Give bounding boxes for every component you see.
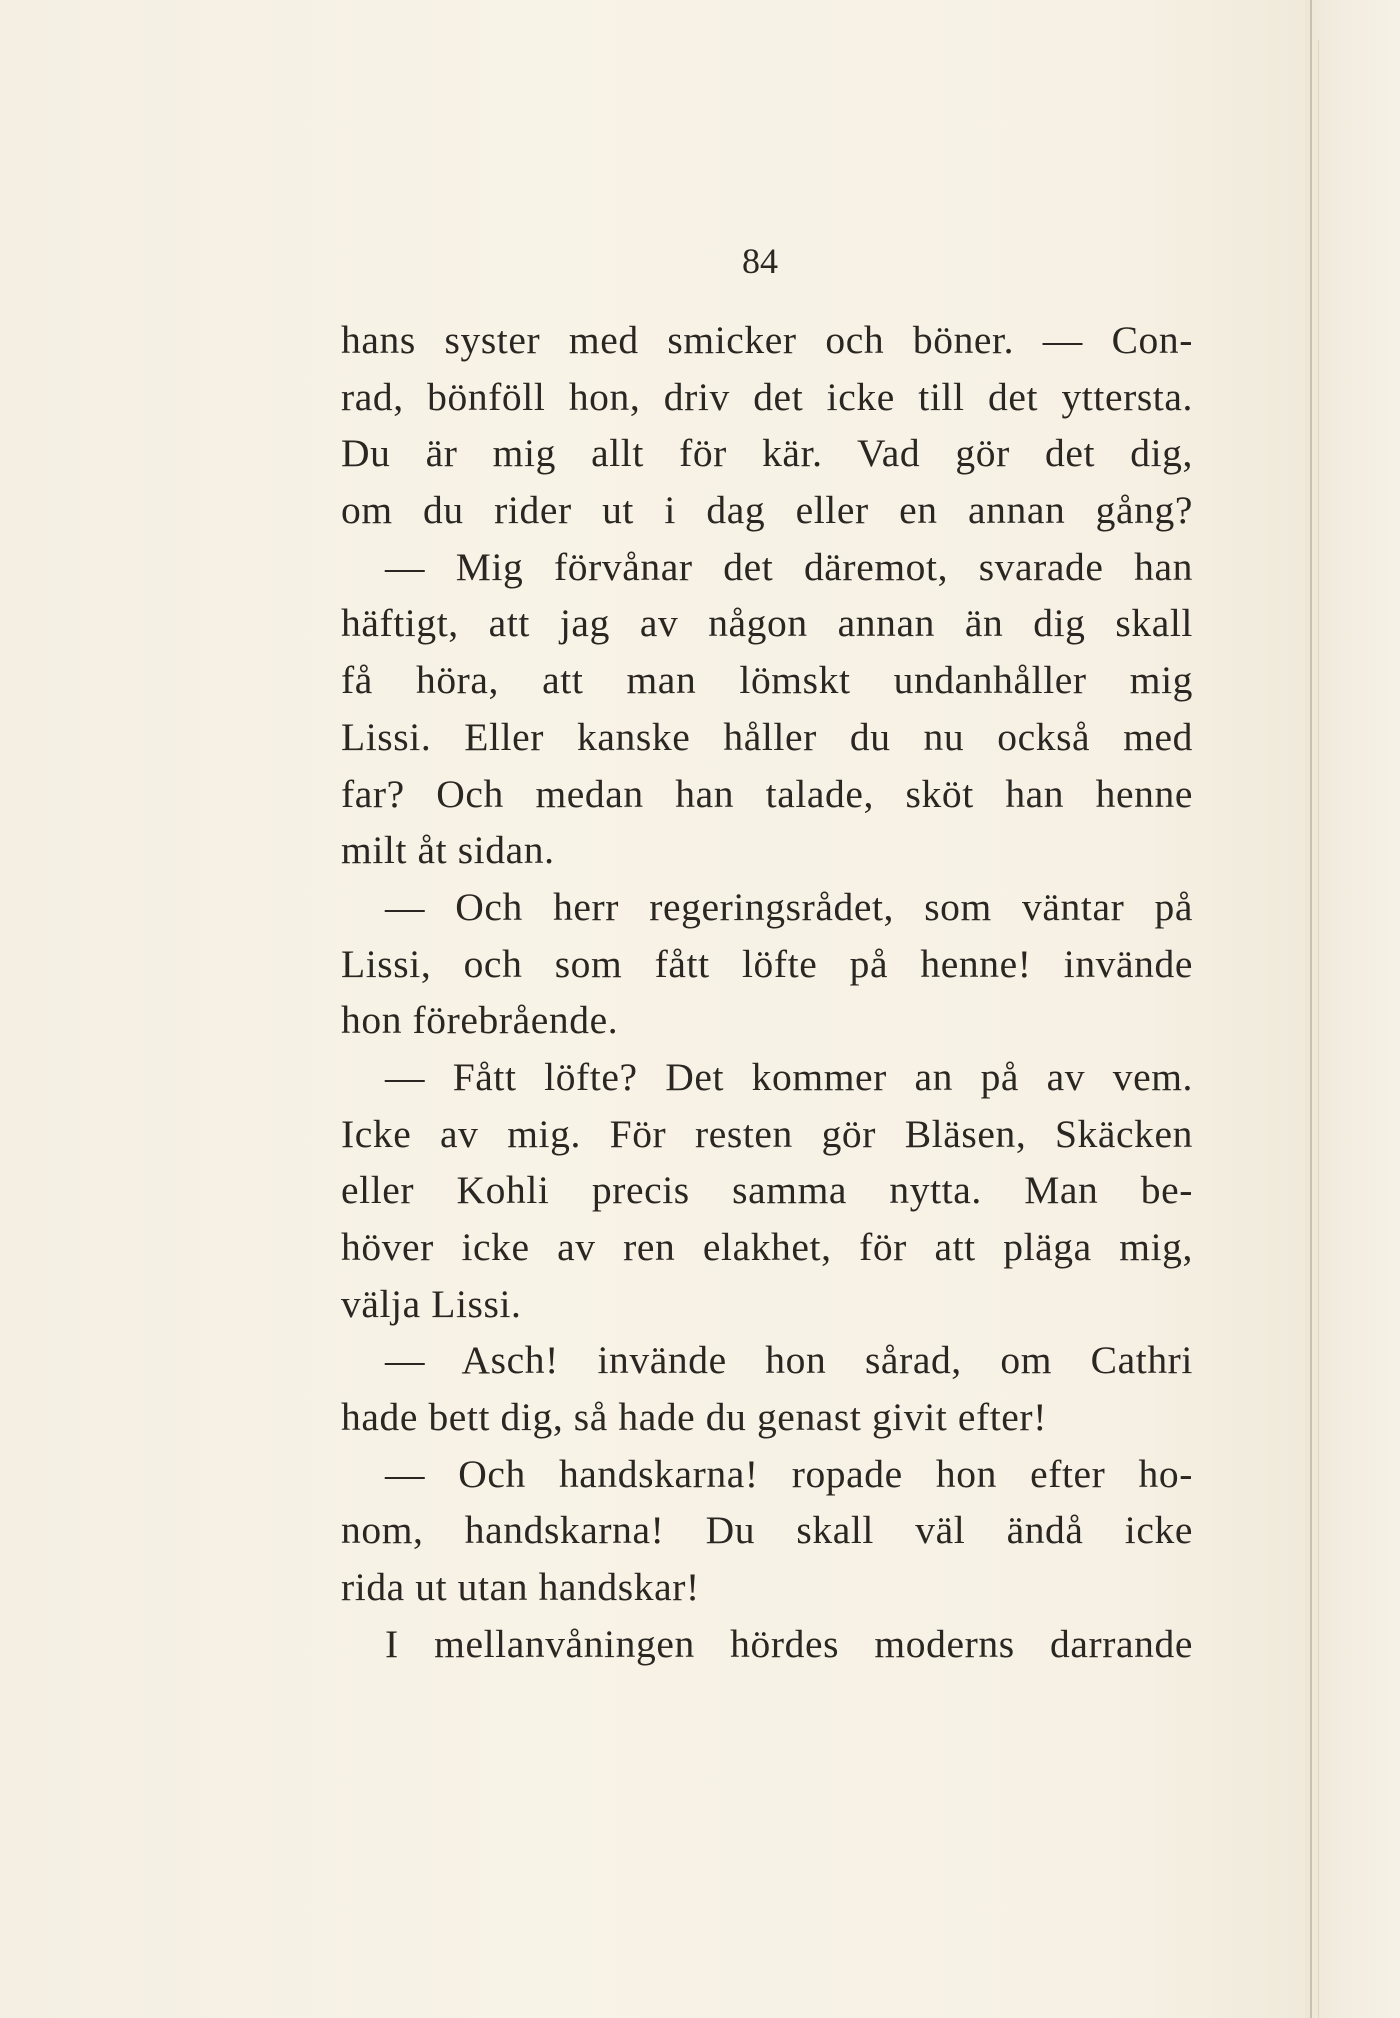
text-line: hans syster med smicker och böner. — Con- [341,318,1193,362]
text-line: I mellanvåningen hördes moderns darrande [385,1621,1193,1666]
page-edge [1305,0,1400,2018]
page-edge-line [1310,0,1312,2018]
text-line: eller Kohli precis samma nytta. Man be- [341,1168,1193,1213]
text-line: — Och herr regeringsrådet, som väntar på [385,884,1193,929]
text-line: rida ut utan handskar! [341,1565,700,1610]
body-text [341,312,1193,1673]
text-line: höver icke av ren elakhet, för att pläga mig, [341,1225,1193,1269]
text-line: hon förebrående. [341,998,619,1043]
text-line: rad, bönföll hon, driv det icke till det yttersta. [341,374,1193,419]
page-edge-line-inner [1318,40,1319,2018]
text-line: nom, handskarna! Du skall väl ändå icke [341,1508,1193,1553]
text-line: Lissi, och som fått löfte på henne! invände [341,941,1193,986]
text-line: om du rider ut i dag eller en annan gång? [341,488,1193,533]
text-line: — Mig förvånar det däremot, svarade han [385,544,1193,589]
text-line: — Och handskarna! ropade hon efter ho- [385,1451,1193,1496]
text-line: hade bett dig, så hade du genast givit efter! [341,1395,1047,1440]
text-line: — Fått löfte? Det kommer an på av vem. [385,1054,1193,1099]
page-number: 84 [742,241,778,281]
text-line: häftigt, att jag av någon annan än dig skall [341,601,1193,646]
text-line: milt åt sidan. [341,828,555,873]
text-line: far? Och medan han talade, sköt han henne [341,771,1193,816]
text-line: — Asch! invände hon sårad, om Cathri [385,1338,1193,1383]
text-line: Du är mig allt för kär. Vad gör det dig, [341,431,1193,476]
text-line: få höra, att man lömskt undanhåller mig [341,658,1193,703]
text-line: Lissi. Eller kanske håller du nu också med [341,714,1193,759]
text-line: välja Lissi. [341,1281,522,1326]
text-line: Icke av mig. För resten gör Bläsen, Skäcken [341,1111,1193,1156]
